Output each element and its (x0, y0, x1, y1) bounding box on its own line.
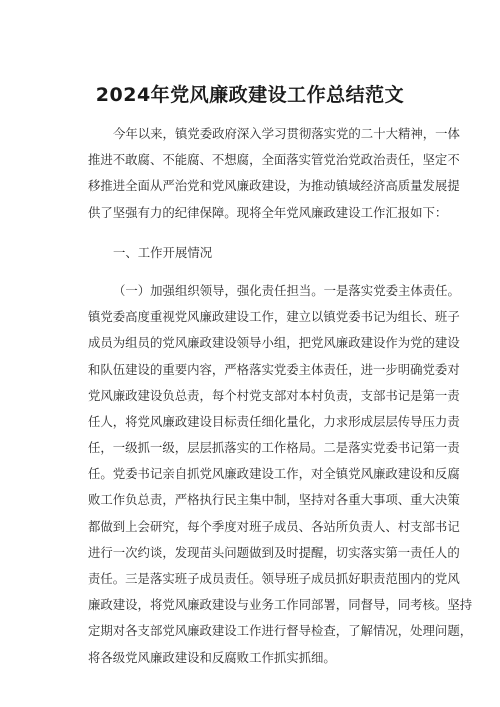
paragraph-line: 廉政建设，将党风廉政建设与业务工作同部署，同督导，同考核。坚持 (88, 597, 473, 613)
paragraph-line: 任。党委书记亲自抓党风廉政建设工作，对全镇党风廉政建设和反腐 (88, 466, 460, 482)
document-title: 2024年党风廉政建设工作总结范文 (95, 84, 405, 106)
paragraph-line: 任，一级抓一级，层层抓落实的工作格局。二是落实党委书记第一责 (88, 440, 460, 456)
paragraph-line: 供了坚强有力的纪律保障。现将全年党风廉政建设工作汇报如下： (88, 204, 448, 220)
paragraph-line: 党风廉政建设负总责，每个村党支部对本村负责，支部书记是第一责 (88, 387, 460, 403)
paragraph-line: 都做到上会研究，每个季度对班子成员、各站所负责人、村支部书记 (88, 518, 460, 534)
paragraph-line: 移推进全面从严治党和党风廉政建设，为推动镇域经济高质量发展提 (88, 178, 460, 194)
section-paragraph (88, 278, 473, 671)
section-heading: 一、工作开展情况 (113, 244, 213, 260)
paragraph-line: 进行一次约谈，发现苗头问题做到及时提醒，切实落实第一责任人的 (88, 544, 460, 560)
paragraph-line: 将各级党风廉政建设和反腐败工作抓实抓细。 (88, 649, 336, 665)
document-body (88, 121, 473, 671)
paragraph-line: 定期对各支部党风廉政建设工作进行督导检查，了解情况，处理问题， (88, 623, 473, 639)
paragraph-line: 推进不敢腐、不能腐、不想腐，全面落实管党治党政治责任，坚定不 (88, 152, 460, 168)
paragraph-line: 和队伍建设的重要内容，严格落实党委主体责任，进一步明确党委对 (88, 361, 460, 377)
paragraph-line: 败工作负总责，严格执行民主集中制，坚持对各重大事项、重大决策 (88, 492, 460, 508)
paragraph-line: 任人，将党风廉政建设目标责任细化量化，力求形成层层传导压力责 (88, 413, 460, 429)
paragraph-line: 成员为组员的党风廉政建设领导小组，把党风廉政建设作为党的建设 (88, 335, 460, 351)
paragraph-line: （一）加强组织领导，强化责任担当。一是落实党委主体责任。 (113, 282, 460, 298)
paragraph-line: 镇党委高度重视党风廉政建设工作，建立以镇党委书记为组长、班子 (88, 309, 460, 325)
intro-paragraph (88, 121, 460, 226)
paragraph-line: 责任。三是落实班子成员责任。领导班子成员抓好职责范围内的党风 (88, 571, 460, 586)
paragraph-line: 今年以来，镇党委政府深入学习贯彻落实党的二十大精神，一体 (113, 126, 460, 141)
